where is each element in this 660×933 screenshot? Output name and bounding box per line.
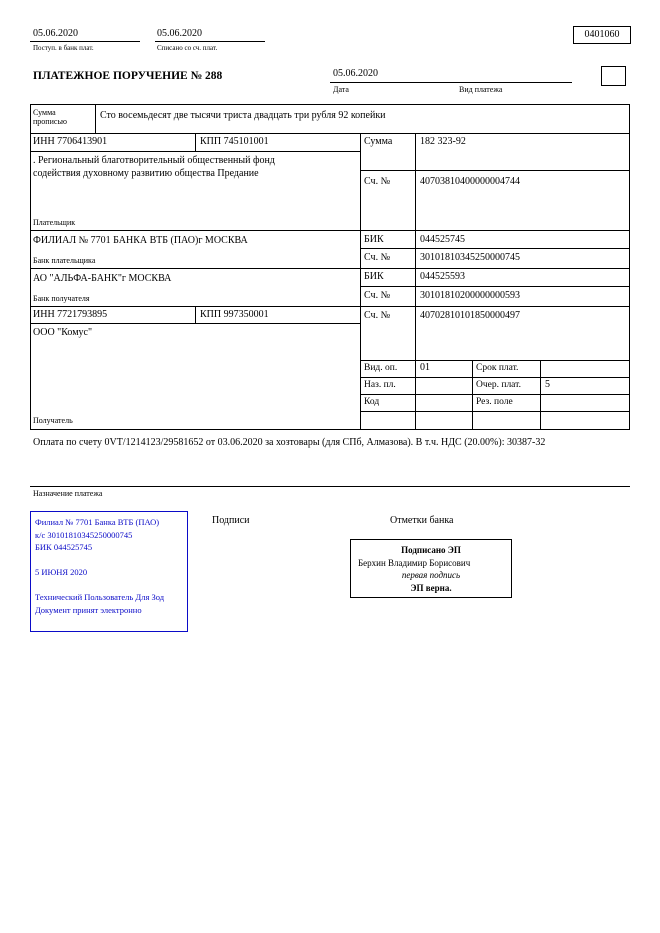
payee-bank-account-label: Сч. № (364, 290, 391, 301)
payer-inn: ИНН 7706413901 (33, 136, 108, 147)
grid-line-h (30, 230, 630, 231)
debited-date: 05.06.2020 (157, 28, 202, 39)
bank-stamp-line: Филиал № 7701 Банка ВТБ (ПАО) (35, 517, 160, 527)
amount-words-value: Сто восемьдесят две тысячи триста двадцать три рубля 92 копейки (100, 110, 386, 121)
signer-name: Берхин Владимир Борисович (358, 557, 471, 568)
payer-bank-section-label: Банк плательщика (33, 256, 96, 265)
form-code: 0401060 (584, 29, 620, 40)
grid-line-v (360, 133, 361, 430)
grid-line-v (195, 133, 196, 151)
signature-status: ЭП верна. (410, 582, 452, 593)
payee-bank-name: АО "АЛЬФА-БАНК"г МОСКВА (33, 273, 172, 284)
grid-line-h (30, 306, 630, 307)
title-date-label: Дата (333, 85, 349, 94)
grid-line-h (360, 248, 630, 249)
priority-value: 5 (545, 379, 550, 390)
purpose-label: Назначение платежа (33, 489, 103, 498)
bank-stamp-line: Технический Пользователь Для Зод (35, 592, 165, 602)
payee-name: ООО "Комус" (33, 327, 93, 338)
op-kind-label: Вид. оп. (364, 363, 398, 373)
bank-stamp-line: БИК 044525745 (35, 542, 93, 552)
payee-kpp: КПП 997350001 (200, 309, 269, 320)
document-title: ПЛАТЕЖНОЕ ПОРУЧЕНИЕ № 288 (33, 70, 223, 82)
grid-line-h (30, 268, 630, 269)
amount-words-label: Сумма прописью (33, 108, 68, 126)
payer-bank-account: 30101810345250000745 (420, 252, 520, 263)
bank-marks-label: Отметки банка (390, 515, 454, 526)
grid-line-v (540, 360, 541, 430)
signatures-label: Подписи (212, 515, 250, 526)
payee-inn: ИНН 7721793895 (33, 309, 108, 320)
reserve-label: Рез. поле (476, 397, 513, 407)
grid-line-h (30, 133, 630, 134)
bank-stamp-line: к/с 30101810345250000745 (35, 529, 133, 540)
debited-date-label: Списано со сч. плат. (157, 44, 218, 52)
payer-account: 40703810400000004744 (420, 176, 520, 187)
payee-section-label: Получатель (33, 416, 73, 425)
grid-line-v (415, 133, 416, 430)
payee-account: 40702810101850000497 (420, 310, 520, 321)
payer-name: . Региональный благотворительный общественный фонд содействия духовному развитию общества Предание (33, 155, 275, 179)
grid-line-h (360, 411, 630, 412)
form-code-box (573, 26, 631, 44)
op-kind-value: 01 (420, 362, 430, 373)
bank-stamp-line: Документ принят электронно (35, 604, 142, 615)
grid-line-h (360, 170, 630, 171)
bank-stamp-line (35, 554, 183, 567)
payer-kpp: КПП 745101001 (200, 136, 269, 147)
received-date-underline (30, 41, 140, 42)
payer-bank-account-label: Сч. № (364, 252, 391, 263)
amount-value: 182 323-92 (420, 136, 466, 147)
payer-bank-bik-label: БИК (364, 234, 384, 245)
debited-date-underline (155, 41, 265, 42)
payee-bank-section-label: Банк получателя (33, 294, 90, 303)
bank-stamp-line: 5 ИЮНЯ 2020 (35, 567, 88, 577)
title-date: 05.06.2020 (333, 68, 378, 79)
payee-bank-bik: 044525593 (420, 271, 465, 282)
grid-line-h (360, 286, 630, 287)
payee-bank-account: 30101810200000000593 (420, 290, 520, 301)
bank-stamp-line (35, 579, 183, 592)
pay-purpose-label: Наз. пл. (364, 380, 396, 390)
grid-line-h (360, 360, 630, 361)
priority-label: Очер. плат. (476, 380, 521, 390)
pay-term-label: Срок плат. (476, 363, 519, 373)
signature-kind: первая подпись (401, 570, 461, 580)
payer-section-label: Плательщик (33, 218, 76, 227)
purpose-text: Оплата по счету 0VT/1214123/29581652 от 03.06.2020 за хозтовары (для СПб, Алмазова). В т.ч. НДС (20.00%): 30387-32 (33, 437, 546, 448)
payment-kind-label: Вид платежа (459, 85, 503, 94)
payer-account-label: Сч. № (364, 176, 391, 187)
payment-kind-box (601, 66, 626, 86)
purpose-underline (30, 486, 630, 487)
code-label: Код (364, 397, 380, 407)
signature-stamp-title: Подписано ЭП (401, 545, 461, 555)
grid-line-h (30, 151, 360, 152)
grid-line-h (360, 394, 630, 395)
grid-line-h (360, 377, 630, 378)
payee-account-label: Сч. № (364, 310, 391, 321)
payee-bank-bik-label: БИК (364, 271, 384, 282)
payer-bank-name: ФИЛИАЛ № 7701 БАНКА ВТБ (ПАО)г МОСКВА (33, 235, 248, 246)
payer-bank-bik: 044525745 (420, 234, 465, 245)
grid-line-v (195, 306, 196, 323)
grid-line-v (95, 104, 96, 133)
electronic-signature-stamp (350, 539, 512, 598)
received-date: 05.06.2020 (33, 28, 78, 39)
grid-line-v (472, 360, 473, 430)
bank-electronic-stamp (30, 511, 188, 632)
grid-line-h (30, 323, 360, 324)
amount-label: Сумма (364, 136, 393, 147)
title-date-underline (330, 82, 572, 83)
received-date-label: Поступ. в банк плат. (33, 44, 94, 52)
